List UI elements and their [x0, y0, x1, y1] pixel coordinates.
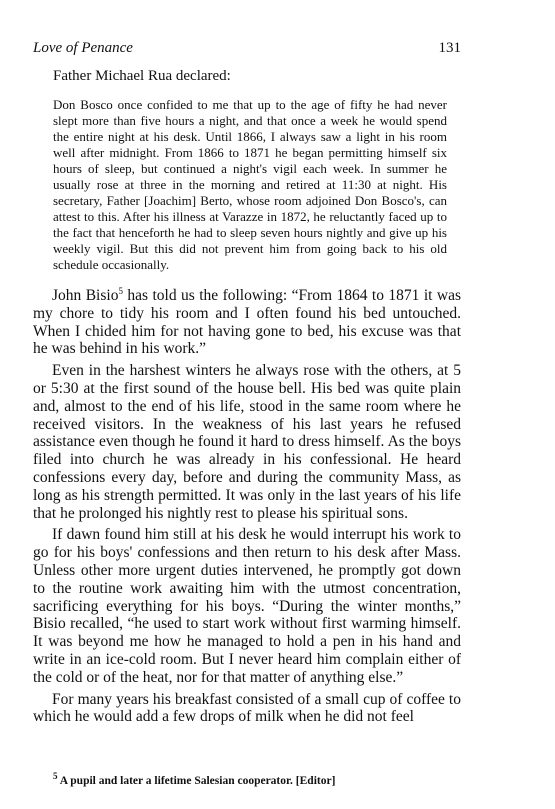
footnote-reference: 5 — [118, 285, 123, 296]
running-title: Love of Penance — [33, 40, 133, 56]
footnote — [53, 771, 453, 787]
paragraph-lead: John Bisio — [52, 287, 119, 304]
page-number: 131 — [438, 40, 461, 56]
paragraph: For many years his breakfast consisted of a small cup of coffee to which he would add a few drops of milk when he did not feel — [33, 690, 461, 726]
paragraph: If dawn found him still at his desk he would interrupt his work to go for his boys' confessions and then return to his desk after Mass. Unless other more urgent duties intervened, he promptly got down to the routine work awaiting him with the utmost concentration, sacrificing everything for his boys. “During the winter months,” Bisio recalled, “he used to start work without first warming himself. It was beyond me how he managed to hold a pen in his hand and write in an ice-cold room. But I never heard him complain either of the cold or of the heat, nor for that matter of anything else.” — [33, 526, 461, 686]
page-header — [33, 40, 461, 60]
paragraph-rest: has told us the following: “From 1864 to 1871 it was my chore to tidy his room and I often found his bed untouched. When I chided him for not having gone to bed, his excuse was that he was behind in his work.” — [33, 287, 461, 358]
quote-introduction: Father Michael Rua declared: — [53, 68, 231, 84]
body-text — [33, 287, 461, 730]
footnote-marker: 5 — [53, 771, 58, 782]
block-quote: Don Bosco once confided to me that up to the age of fifty he had never slept more than five hours a night, and that once a week he would spend the entire night at his desk. Until 1866, I always saw a light in his room well after midnight. From 1866 to 1871 he began permitting himself six hours of sleep, but continued a night's vigil each week. In summer he usually rose at three in the morning and retired at 11:30 at night. His secretary, Father [Joachim] Berto, whose room adjoined Don Bosco's, can attest to this. After his illness at Varazze in 1872, he reluctantly faced up to the fact that henceforth he had to sleep seven hours nightly and give up his weekly vigil. But this did not prevent him from going back to his old schedule occasionally. — [53, 97, 447, 272]
footnote-text: A pupil and later a lifetime Salesian cooperator. [Editor] — [57, 775, 336, 787]
paragraph: Even in the harshest winters he always rose with the others, at 5 or 5:30 at the first sound of the house bell. His bed was quite plain and, almost to the end of his life, stood in the same room where he received visitors. In the weakness of his last years he refused assistance even though he found it hard to dress himself. As the boys filed into church he was already in his confessional. He heard confessions every day, before and during the community Mass, as long as his strength permitted. It was only in the last years of his life that he prolonged his nightly rest to please his spiritual sons. — [33, 362, 461, 522]
paragraph — [33, 287, 461, 358]
